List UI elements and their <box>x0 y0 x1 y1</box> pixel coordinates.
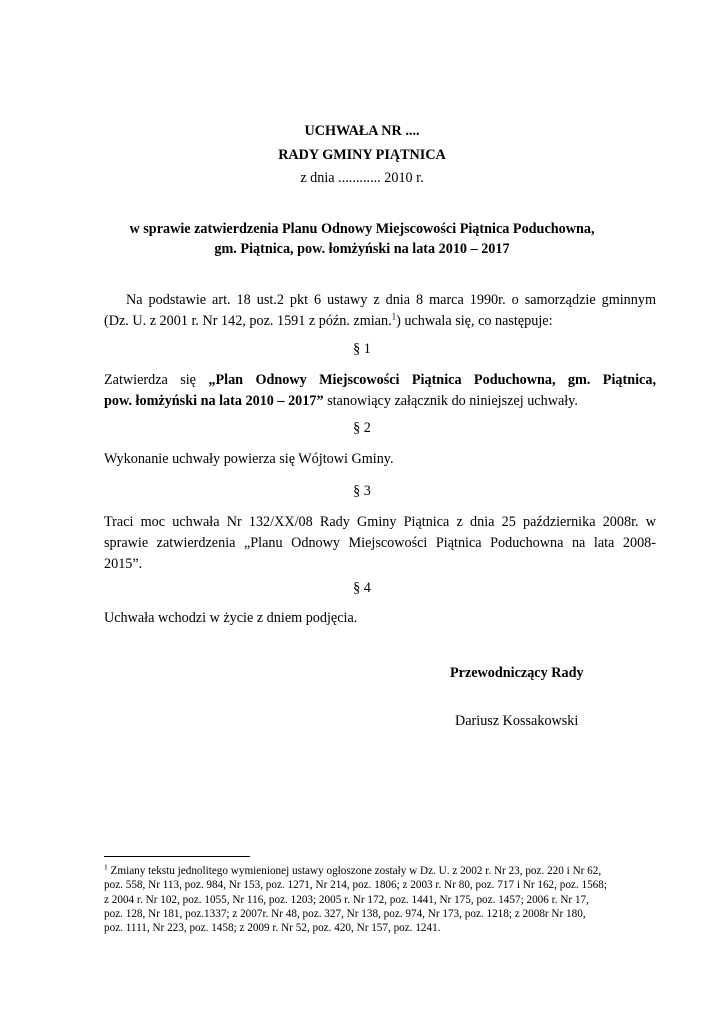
section-2-line-1: Wykonanie uchwały powierza się Wójtowi Gminy. <box>104 451 394 467</box>
section-mark-4: § 4 <box>353 580 371 596</box>
section-1-text <box>104 370 656 412</box>
section-4-line-1: Uchwała wchodzi w życie z dniem podjęcia. <box>104 610 358 626</box>
section-1-rest: stanowiący załącznik do niniejszej uchwały. <box>323 393 578 409</box>
footnote-line-5: poz. 1111, Nr 223, poz. 1458; z 2009 r. Nr 52, poz. 420, Nr 157, poz. 1241. <box>104 922 441 935</box>
footnote-number: 1 <box>104 862 108 872</box>
footnote-line-2: poz. 558, Nr 113, poz. 984, Nr 153, poz. 1271, Nr 214, poz. 1806; z 2003 r. Nr 80, poz. 717 i Nr 162, poz. 1568; <box>104 879 607 892</box>
section-1-line-1 <box>104 370 656 391</box>
plan-title-part-1: „Plan Odnowy Miejscowości Piątnica Poduchowna, gm. Piątnica, <box>208 372 656 388</box>
footnote-line-4: poz. 128, Nr 181, poz.1337; z 2007r. Nr 48, poz. 327, Nr 138, poz. 974, Nr 173, poz. 1218; z 2008r Nr 180, <box>104 907 586 920</box>
footnote-text-1: Zmiany tekstu jednolitego wymienionej ustawy ogłoszone zostały w Dz. U. z 2002 r. Nr 23, poz. 220 i Nr 62, <box>107 865 602 877</box>
resolution-title: UCHWAŁA NR .... <box>304 123 420 139</box>
signature-role: Przewodniczący Rady <box>450 665 584 681</box>
section-3-line-2: sprawie zatwierdzenia „Planu Odnowy Miejscowości Piątnica Poduchowna na lata 2008- <box>104 535 656 551</box>
section-2-text <box>104 449 656 470</box>
footnote-line-3: z 2004 r. Nr 102, poz. 1055, Nr 116, poz. 1203; 2005 r. Nr 172, poz. 1441, Nr 175, poz. 1457; 2006 r. Nr 17, <box>104 893 589 906</box>
footnote-separator <box>104 856 250 857</box>
preamble-line-1: Na podstawie art. 18 ust.2 pkt 6 ustawy z dnia 8 marca 1990r. o samorządzie gminnym <box>126 292 656 308</box>
footnote <box>104 864 656 935</box>
preamble-enactment: ) uchwala się, co następuje: <box>396 313 553 329</box>
preamble-line-2 <box>104 311 656 332</box>
subject-line-2: gm. Piątnica, pow. łomżyński na lata 2010 – 2017 <box>214 241 510 257</box>
section-mark-1: § 1 <box>353 341 371 357</box>
section-1-prefix: Zatwierdza się <box>104 372 196 388</box>
section-mark-2: § 2 <box>353 420 371 436</box>
section-3-text <box>104 512 656 575</box>
section-1-line-2 <box>104 391 656 412</box>
section-mark-3: § 3 <box>353 483 371 499</box>
resolution-date: z dnia ............ 2010 r. <box>300 170 424 186</box>
signature-name: Dariusz Kossakowski <box>455 713 579 729</box>
footnote-reference: 1 <box>391 311 397 322</box>
preamble-citation: (Dz. U. z 2001 r. Nr 142, poz. 1591 z późn. zmian. <box>104 313 392 329</box>
council-name: RADY GMINY PIĄTNICA <box>278 147 446 163</box>
section-4-text <box>104 608 656 629</box>
subject-line-1: w sprawie zatwierdzenia Planu Odnowy Miejscowości Piątnica Poduchowna, <box>129 221 595 237</box>
footnote-line-1 <box>104 864 656 878</box>
section-3-line-1: Traci moc uchwała Nr 132/XX/08 Rady Gminy Piątnica z dnia 25 października 2008r. w <box>104 514 656 530</box>
preamble <box>104 290 656 332</box>
section-3-line-3: 2015”. <box>104 556 143 572</box>
plan-title-part-2: pow. łomżyński na lata 2010 – 2017” <box>104 393 324 409</box>
